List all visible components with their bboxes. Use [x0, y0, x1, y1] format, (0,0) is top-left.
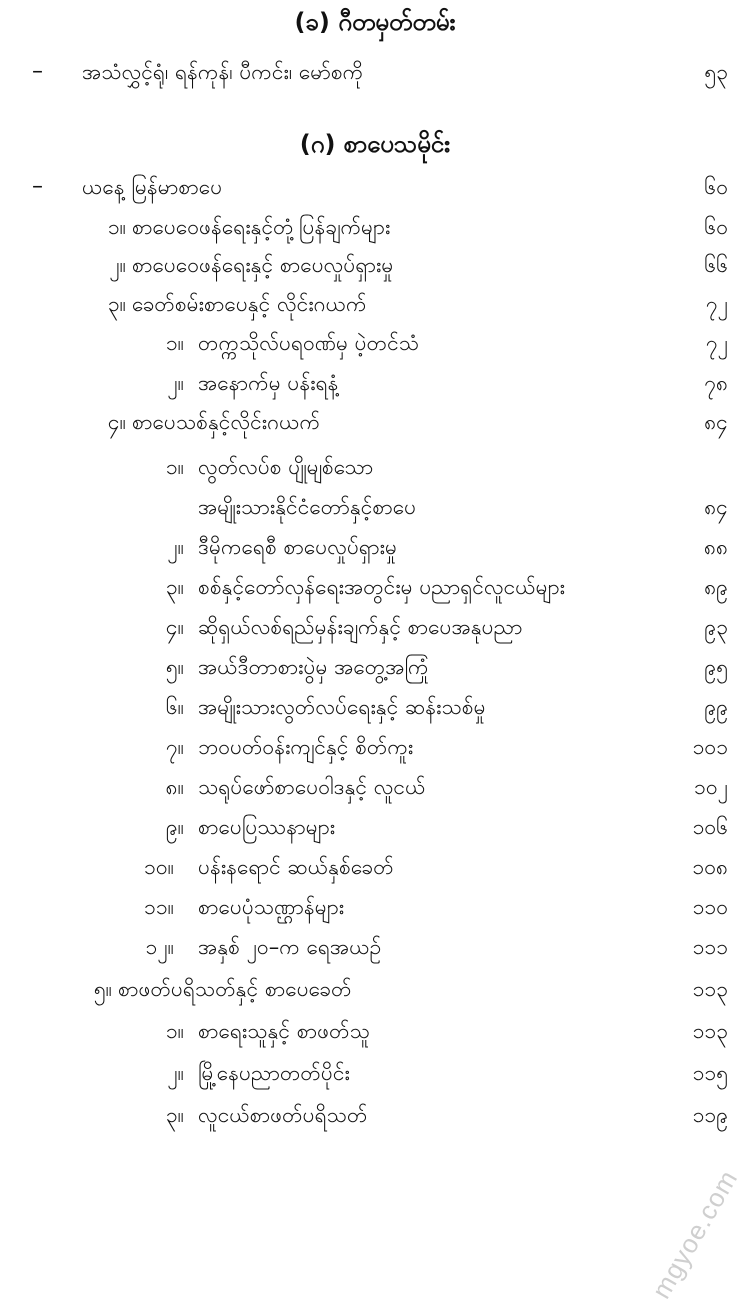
- entry-number: ၁။: [136, 450, 184, 484]
- entry-page: ၁၀၆: [693, 810, 728, 844]
- entry-page: ၁၀၁: [693, 730, 728, 764]
- entry-title: စစ်နှင့်တော်လှန်ရေးအတွင်းမှ ပညာရှင်လူငယ်များ: [198, 570, 565, 604]
- entry-page: ၁၀၈: [692, 850, 728, 884]
- entry-title: စာပေဝေဖန်ရေးနှင့် စာပေလှုပ်ရှားမှု: [132, 248, 393, 282]
- entry-number: ၃။: [78, 287, 126, 321]
- entry-number: ၃။: [136, 1098, 184, 1132]
- toc-entry: [0, 405, 750, 439]
- toc-entry: [0, 850, 750, 884]
- entry-page: ၁၁၀: [693, 890, 728, 924]
- entry-page: ၁၁၃: [693, 1014, 728, 1048]
- toc-entry: [0, 690, 750, 724]
- watermark: mgyoe.com: [645, 1165, 744, 1304]
- entry-page: ၇၂: [706, 326, 728, 360]
- section-heading-music: (ခ) ဂီတမှတ်တမ်း: [0, 6, 750, 38]
- entry-title: စာပေဝေဖန်ရေးနှင့်တုံ့ပြန်ချက်များ: [132, 210, 390, 244]
- entry-page: ၉၃: [704, 610, 728, 644]
- entry-title: စာပေပုံသဏ္ဌာန်များ: [198, 890, 344, 924]
- toc-entry: [0, 650, 750, 684]
- entry-page: ၇၂: [706, 287, 728, 321]
- toc-entry: [0, 366, 750, 400]
- entry-page: ၈၄: [704, 490, 728, 524]
- entry-title: ဒီမိုကရေစီ စာပေလှုပ်ရှားမှု: [198, 530, 397, 564]
- toc-entry: [0, 170, 750, 204]
- entry-page: ၈၉: [704, 570, 728, 604]
- entry-number: ၈။: [136, 770, 184, 804]
- entry-title: တက္ကသိုလ်ပရဝဏ်မှ ပဲ့တင်သံ: [198, 326, 419, 360]
- toc-entry: [0, 210, 750, 244]
- toc-entry: [0, 730, 750, 764]
- entry-title: ယနေ့ မြန်မာစာပေ: [82, 170, 222, 204]
- entry-title: ဘဝပတ်ဝန်းကျင်နှင့် စိတ်ကူး: [198, 730, 413, 764]
- entry-number: ၁၁။: [126, 890, 174, 924]
- entry-number: ၄။: [136, 610, 184, 644]
- entry-page: ၁၁၁: [693, 930, 728, 964]
- entry-title: မြို့နေပညာတတ်ပိုင်း: [198, 1056, 350, 1090]
- entry-page: ၆၆: [704, 248, 728, 282]
- entry-title: စာပေပြဿနာများ: [198, 810, 335, 844]
- entry-title: အသံလွှင့်ရုံ၊ ရန်ကုန်၊ ပီကင်း၊ မော်စကို: [82, 55, 363, 89]
- toc-entry: [0, 1056, 750, 1090]
- toc-entry: [0, 890, 750, 924]
- entry-title: ဆိုရှယ်လစ်ရည်မှန်းချက်နှင့် စာပေအနုပညာ: [198, 610, 523, 644]
- toc-entry: [0, 248, 750, 282]
- entry-title: အနှစ် ၂၀–က ရေအယဉ်: [198, 930, 381, 964]
- entry-number: ၄။: [78, 405, 126, 439]
- entry-page: ၉၅: [704, 650, 728, 684]
- entry-number: ၅။: [64, 972, 112, 1006]
- toc-entry-continuation: [0, 490, 750, 524]
- entry-number: ၇။: [136, 730, 184, 764]
- entry-number: ၁။: [136, 326, 184, 360]
- toc-entry: [0, 450, 750, 484]
- toc-entry: [0, 810, 750, 844]
- entry-number: ၆။: [136, 690, 184, 724]
- toc-entry: [0, 770, 750, 804]
- toc-entry: [0, 287, 750, 321]
- entry-page: ၆၀: [704, 170, 728, 204]
- toc-entry: [0, 530, 750, 564]
- toc-entry: [0, 570, 750, 604]
- entry-title: စာပေသစ်နှင့်လိုင်းဂယက်: [132, 405, 320, 439]
- entry-title: အမျိုးသားနိုင်ငံတော်နှင့်စာပေ: [198, 490, 416, 524]
- entry-title: အနောက်မှ ပန်းရနံ့: [198, 366, 339, 400]
- entry-title: လူငယ်စာဖတ်ပရိသတ်: [198, 1098, 367, 1132]
- entry-page: ၁၁၉: [693, 1098, 728, 1132]
- toc-entry: [0, 326, 750, 360]
- entry-dash: –: [32, 170, 43, 204]
- entry-title: အမျိုးသားလွတ်လပ်ရေးနှင့် ဆန်းသစ်မှု: [198, 690, 486, 724]
- toc-entry: [0, 55, 750, 89]
- entry-title: ခေတ်စမ်းစာပေနှင့် လိုင်းဂယက်: [132, 287, 367, 321]
- entry-number: ၁၂။: [126, 930, 174, 964]
- entry-number: ၂။: [136, 1056, 184, 1090]
- entry-dash: –: [32, 55, 43, 89]
- entry-number: ၁။: [78, 210, 126, 244]
- entry-number: ၂။: [136, 366, 184, 400]
- entry-title: လွတ်လပ်စ ပျိုမျစ်သော: [198, 450, 373, 484]
- entry-page: ၅၃: [704, 55, 728, 89]
- entry-number: ၉။: [136, 810, 184, 844]
- entry-number: ၁။: [136, 1014, 184, 1048]
- entry-title: စာရေးသူနှင့် စာဖတ်သူ: [198, 1014, 370, 1048]
- entry-page: ၇၈: [704, 366, 728, 400]
- entry-page: ၆၀: [704, 210, 728, 244]
- entry-page: ၁၀၂: [694, 770, 728, 804]
- entry-page: ၉၉: [704, 690, 728, 724]
- entry-number: ၁၀။: [126, 850, 174, 884]
- entry-number: ၅။: [136, 650, 184, 684]
- entry-number: ၂။: [78, 248, 126, 282]
- entry-page: ၈၈: [704, 530, 728, 564]
- entry-title: သရုပ်ဖော်စာပေဝါဒနှင့် လူငယ်: [198, 770, 425, 804]
- entry-title: ပန်းနရောင် ဆယ်နှစ်ခေတ်: [198, 850, 394, 884]
- toc-entry: [0, 930, 750, 964]
- toc-entry: [0, 610, 750, 644]
- section-heading-literary-history: (ဂ) စာပေသမိုင်း: [0, 128, 750, 160]
- entry-title: စာဖတ်ပရိသတ်နှင့် စာပေခေတ်: [118, 972, 352, 1006]
- toc-entry: [0, 1014, 750, 1048]
- entry-number: ၃။: [136, 570, 184, 604]
- toc-entry: [0, 1098, 750, 1132]
- entry-page: ၈၄: [704, 405, 728, 439]
- entry-page: ၁၁၃: [693, 972, 728, 1006]
- entry-title: အယ်ဒီတာစားပွဲမှ အတွေ့အကြုံ: [198, 650, 429, 684]
- entry-number: ၂။: [136, 530, 184, 564]
- toc-entry: [0, 972, 750, 1006]
- entry-page: ၁၁၅: [693, 1056, 728, 1090]
